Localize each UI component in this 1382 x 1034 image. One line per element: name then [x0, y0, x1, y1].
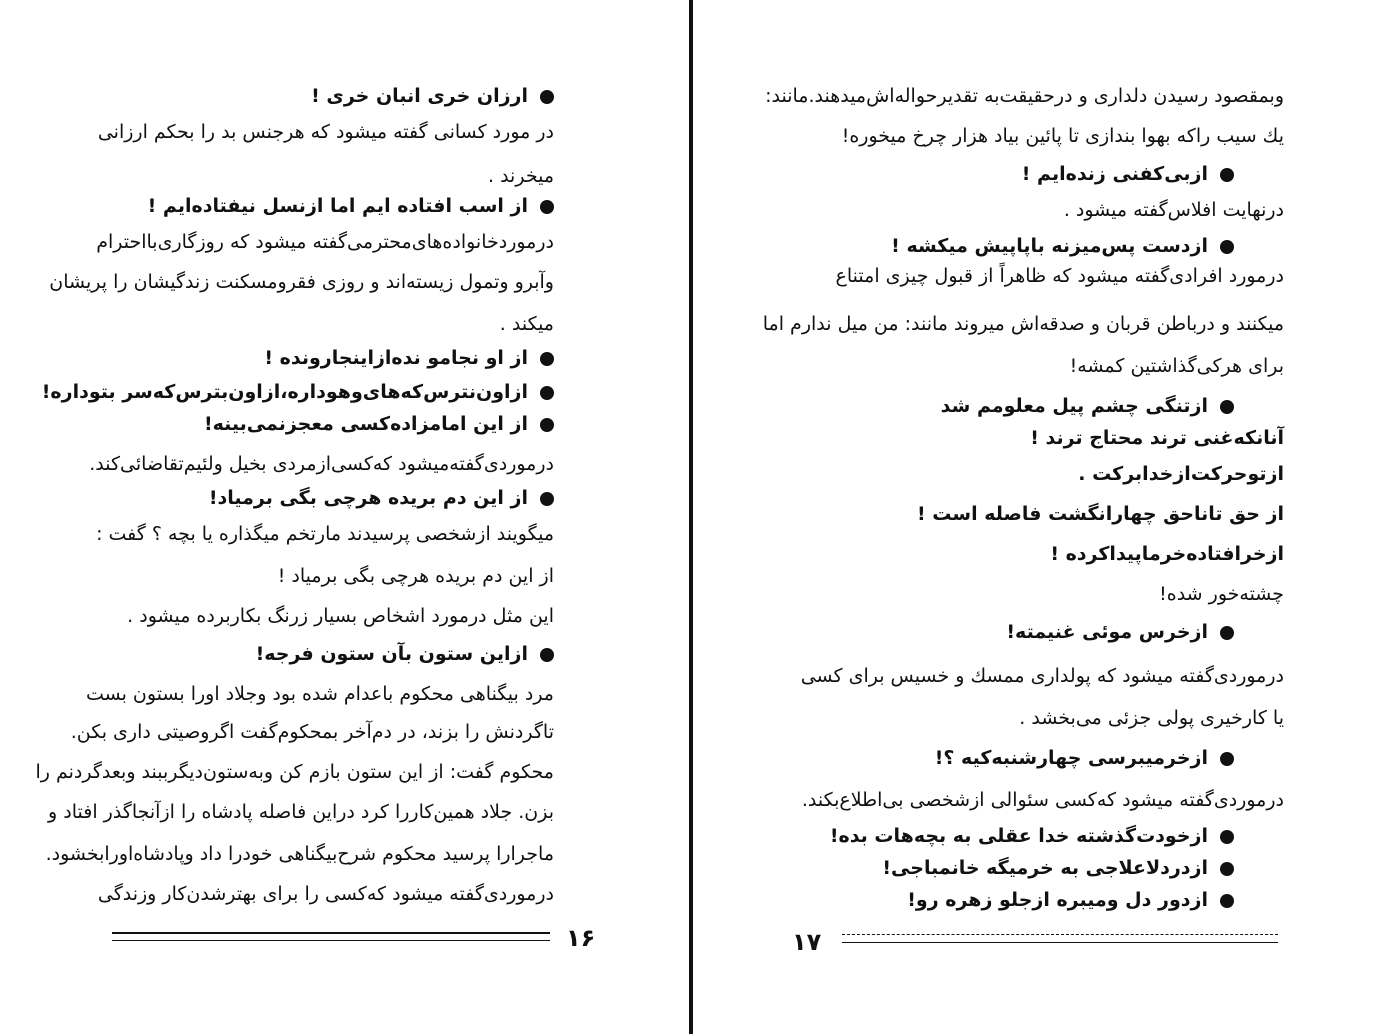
line-text: از اسب افتاده ایم اما ازنسل نیفتاده‌ایم ! — [147, 195, 528, 217]
text-line — [264, 346, 554, 370]
line-text: چشته‌خور شده! — [1159, 583, 1284, 605]
line-text: ازخرس موئی غنیمته! — [1006, 621, 1208, 643]
text-line — [98, 882, 554, 906]
text-line — [256, 642, 554, 666]
line-text: از این دم بریده هرچی بگی برمیاد ! — [277, 565, 554, 587]
text-line — [311, 84, 554, 108]
line-text: ازدور دل ومیبره ازجلو زهره رو! — [907, 889, 1208, 911]
line-text: آنانکه‌غنی ترند محتاج ترند ! — [1030, 427, 1284, 449]
text-line — [935, 746, 1234, 770]
line-text: ارزان خری انبان خری ! — [311, 85, 528, 107]
bullet-icon — [1220, 830, 1234, 844]
text-line — [917, 502, 1284, 526]
bullet-icon — [1220, 862, 1234, 876]
bullet-icon — [1220, 626, 1234, 640]
text-line — [42, 380, 554, 404]
line-text: از این دم بریده هرچی بگی برمیاد! — [208, 487, 528, 509]
text-line — [941, 394, 1234, 418]
text-line — [71, 720, 554, 744]
bullet-icon — [1220, 894, 1234, 908]
text-line — [1030, 426, 1284, 450]
book-spine — [689, 0, 693, 1034]
bullet-icon — [1220, 168, 1234, 182]
text-line — [1006, 620, 1234, 644]
text-line — [842, 124, 1284, 148]
bullet-icon — [1220, 240, 1234, 254]
text-line — [1050, 542, 1284, 566]
text-line — [46, 842, 554, 866]
line-text: تاگردنش را بزند، در دم‌آخر بمحکوم‌گفت اگروصیتی داری بکن. — [70, 721, 554, 743]
line-text: از او نجامو نده‌ازاینجارونده ! — [264, 347, 528, 369]
line-text: درموردی‌گفته میشود که‌کسی سئوالی ازشخصی بی‌اطلاع‌بکند. — [801, 789, 1284, 811]
right-footer-rule-bottom — [842, 942, 1278, 943]
text-line — [907, 888, 1234, 912]
line-text: درموردخانواده‌های‌محترمی‌گفته میشود که روزگاری‌بااحترام — [96, 231, 554, 253]
right-page — [694, 0, 1382, 1034]
line-text: ازبی‌کفنی زنده‌ایم ! — [1021, 163, 1208, 185]
line-text: یا کارخیری پولی جزئی می‌بخشد . — [1019, 707, 1284, 729]
text-line — [830, 824, 1234, 848]
line-text: ماجرارا پرسید محکوم شرح‌بیگناهی خودرا داد وپادشاه‌اورابخشود. — [45, 843, 554, 865]
text-line — [209, 486, 554, 510]
text-line — [98, 120, 554, 144]
line-text: از حق تاناحق چهارانگشت فاصله است ! — [917, 503, 1284, 525]
line-text: محکوم گفت: از این ستون بازم کن وبه‌ستون‌دیگرببند وبعدگردنم را — [35, 761, 554, 783]
left-footer-rule-top — [112, 932, 550, 934]
line-text: میخرند . — [488, 165, 554, 187]
line-text: میکند . — [499, 313, 554, 335]
text-line — [1022, 162, 1234, 186]
line-text: وبمقصود رسیدن دلداری و درحقیقت‌به تقدیرحواله‌اش‌میدهند.مانند: — [765, 85, 1284, 107]
line-text: درمورد افرادی‌گفته میشود که ظاهراً از قبول چیزی امتناع — [835, 265, 1284, 287]
text-line — [49, 270, 554, 294]
line-text: ازتوحرکت‌ازخدابرکت . — [1078, 463, 1284, 485]
line-text: درموردی‌گفته میشود که‌کسی را برای بهترشدن‌کار وزندگی — [97, 883, 554, 905]
left-page-number: ۱۶ — [566, 924, 596, 952]
text-line — [127, 604, 554, 628]
line-text: ازخرافتاده‌خرماپیداکرده ! — [1050, 543, 1284, 565]
line-text: در مورد کسانی گفته میشود که هرجنس بد را بحکم ارزانی — [97, 121, 554, 143]
text-line — [86, 682, 554, 706]
left-page — [0, 0, 690, 1034]
line-text: ازتنگی چشم پیل معلومم شد — [940, 395, 1208, 417]
text-line — [89, 452, 554, 476]
line-text: یك سیب راکه بهوا بندازی تا پائین بیاد هزار چرخ میخوره! — [841, 125, 1284, 147]
text-line — [1078, 462, 1284, 486]
line-text: درموردی‌گفته‌میشود که‌کسی‌ازمردی بخیل ولئیم‌تقاضائی‌کند. — [89, 453, 554, 475]
text-line — [96, 230, 554, 254]
text-line — [891, 234, 1234, 258]
bullet-icon — [1220, 752, 1234, 766]
line-text: مرد بیگناهی محکوم باعدام شده بود وجلاد اورا بستون بست — [86, 683, 554, 705]
line-text: درموردی‌گفته میشود که پولداری ممسك و خسیس برای کسی — [800, 665, 1284, 687]
line-text: ازاون‌نترس‌که‌های‌وهوداره،ازاون‌بترس‌که‌سر بتوداره! — [41, 381, 528, 403]
line-text: ازخودت‌گذشته خدا عقلی به بچه‌هات بده! — [829, 825, 1208, 847]
bullet-icon — [1220, 400, 1234, 414]
line-text: این مثل درمورد اشخاص بسیار زرنگ بکاربرده میشود . — [127, 605, 554, 627]
text-line — [765, 84, 1284, 108]
text-line — [1159, 582, 1284, 606]
line-text: ازدست پس‌میزنه باپاپیش میکشه ! — [891, 235, 1208, 257]
text-line — [882, 856, 1234, 880]
left-footer-rule-bottom — [112, 940, 550, 941]
line-text: ازاین ستون بآن ستون فرجه! — [255, 643, 528, 665]
right-footer-rule-top — [842, 934, 1278, 935]
line-text: ازخرمیبرسی چهارشنبه‌کیه ؟! — [934, 747, 1208, 769]
line-text: میکنند و درباطن قربان و صدقه‌اش میروند مانند: من میل ندارم اما — [762, 313, 1284, 335]
text-line — [802, 788, 1284, 812]
line-text: میگویند ازشخصی پرسیدند مارتخم میگذاره یا بچه ؟ گفت : — [96, 523, 554, 545]
text-line — [35, 760, 554, 784]
right-page-number: ۱۷ — [792, 928, 822, 956]
line-text: وآبرو وتمول زیسته‌اند و روزی فقرومسکنت زندگیشان را پریشان — [49, 271, 554, 293]
text-line — [278, 564, 554, 588]
bullet-icon — [540, 352, 554, 366]
bullet-icon — [540, 90, 554, 104]
text-line — [1019, 706, 1284, 730]
line-text: برای هرکی‌گذاشتین کمشه! — [1069, 355, 1284, 377]
bullet-icon — [540, 418, 554, 432]
bullet-icon — [540, 492, 554, 506]
text-line — [204, 412, 554, 436]
text-line — [96, 522, 554, 546]
line-text: از این امامزاده‌کسی معجزنمی‌بینه! — [203, 413, 528, 435]
text-line — [836, 264, 1284, 288]
text-line — [500, 312, 554, 336]
text-line — [763, 312, 1284, 336]
bullet-icon — [540, 386, 554, 400]
line-text: درنهایت افلاس‌گفته میشود . — [1063, 199, 1284, 221]
text-line — [1070, 354, 1284, 378]
line-text: بزن. جلاد همین‌کاررا کرد دراین فاصله پادشاه را ازآنجاگذر افتاد و — [48, 801, 554, 823]
line-text: ازدردلاعلاجی به خرمیگه خانمباجی! — [882, 857, 1208, 879]
bullet-icon — [540, 648, 554, 662]
bullet-icon — [540, 200, 554, 214]
text-line — [488, 164, 554, 188]
text-line — [148, 194, 554, 218]
text-line — [801, 664, 1284, 688]
text-line — [48, 800, 554, 824]
text-line — [1064, 198, 1284, 222]
